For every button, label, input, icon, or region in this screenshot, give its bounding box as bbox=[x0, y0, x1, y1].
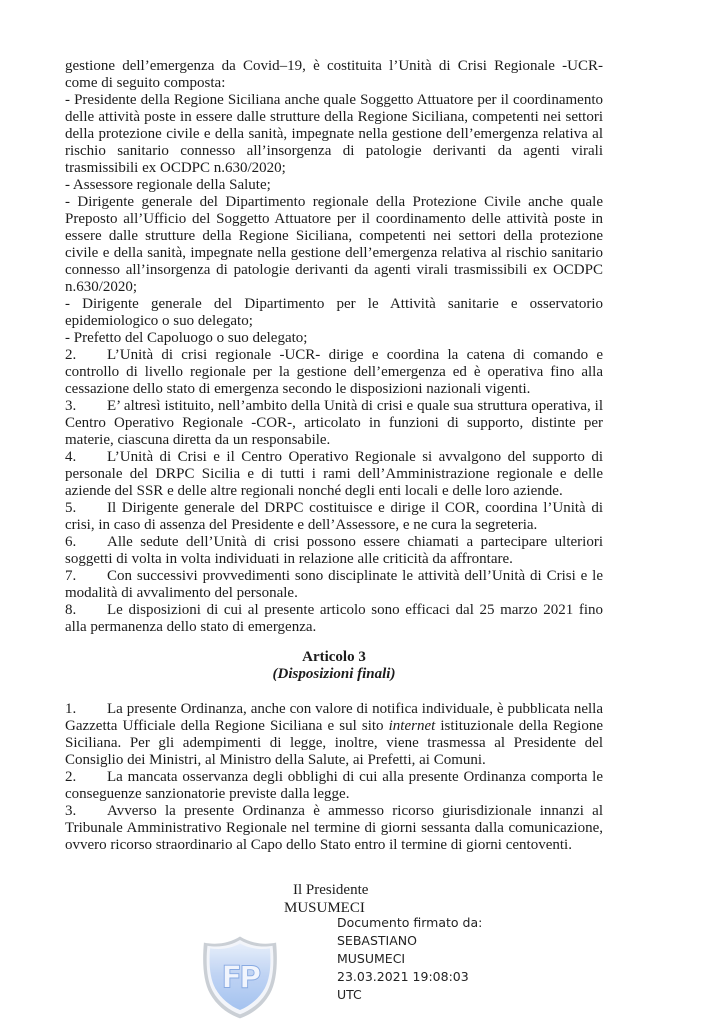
digital-signature-line: Documento firmato da: bbox=[337, 915, 483, 930]
digital-signature-line: SEBASTIANO bbox=[337, 933, 417, 948]
paragraph-text: - Assessore regionale della Salute; bbox=[65, 177, 271, 193]
paragraph-text: Con successivi provvedimenti sono disciplinate le attività dell’Unità di Crisi e le modalità di avvalimento del personale. bbox=[65, 568, 603, 601]
paragraph-number: 3. bbox=[65, 803, 77, 819]
paragraph-text: La presente Ordinanza, anche con valore di notifica individuale, è pubblicata nella Gazzetta Ufficiale della Regione Siciliana e sul sito bbox=[65, 701, 603, 734]
paragraph-text: Avverso la presente Ordinanza è ammesso ricorso giurisdizionale innanzi al Tribunale Amministrativo Regionale nel termine di giorni sessanta dalla comunicazione, ovvero ricorso straordinario al Capo dello Stato entro il termine di giorni centoventi. bbox=[65, 803, 603, 853]
paragraph bbox=[65, 534, 603, 568]
paragraph-number: 1. bbox=[65, 701, 77, 717]
paragraph-number: 4. bbox=[65, 449, 77, 465]
paragraph bbox=[65, 296, 603, 330]
president-signature-block bbox=[284, 881, 368, 917]
paragraph-text: La mancata osservanza degli obblighi di cui alla presente Ordinanza comporta le conseguenze sanzionatorie previste dalla legge. bbox=[65, 769, 603, 802]
paragraph bbox=[65, 803, 603, 854]
paragraph-number: 7. bbox=[65, 568, 77, 584]
paragraph-text: gestione dell’emergenza da Covid–19, è costituita l’Unità di Crisi Regionale -UCR- come di seguito composta: bbox=[65, 58, 603, 91]
paragraph-text: E’ altresì istituito, nell’ambito della Unità di crisi e quale sua struttura operativa, il Centro Operativo Regionale -COR-, articolato in funzioni di supporto, distinte per materie, ciascuna diretta da un responsabile. bbox=[65, 398, 603, 448]
digital-signature-line: UTC bbox=[337, 987, 362, 1002]
president-role: Il Presidente bbox=[293, 882, 369, 898]
paragraph bbox=[65, 177, 603, 194]
digital-signature-line: 23.03.2021 19:08:03 bbox=[337, 969, 469, 984]
paragraph bbox=[65, 398, 603, 449]
paragraph bbox=[65, 347, 603, 398]
paragraph-number: 5. bbox=[65, 500, 77, 516]
paragraph-text: - Dirigente generale del Dipartimento regionale della Protezione Civile anche quale Preposto all’Ufficio del Soggetto Attuatore per il coordinamento delle attività poste in essere dalle strutture della Regione Siciliana, competenti nei settori della protezione civile e della sanità, impegnate nella gestione dell’emergenza relativa al rischio sanitario connesso all’insorgenza di patologie derivanti da agenti virali trasmissibili ex OCDPC n.630/2020; bbox=[65, 194, 603, 295]
paragraph-text: Alle sedute dell’Unità di crisi possono essere chiamati a partecipare ulteriori soggetti di volta in volta individuati in relazione alle criticità da affrontare. bbox=[65, 534, 603, 567]
paragraph bbox=[65, 330, 603, 347]
stamp-initials: FP bbox=[221, 960, 259, 996]
digital-signature-line: MUSUMECI bbox=[337, 951, 406, 966]
article2-paragraphs bbox=[65, 58, 603, 636]
paragraph-number: 6. bbox=[65, 534, 77, 550]
paragraph bbox=[65, 194, 603, 296]
paragraph-text: - Presidente della Regione Siciliana anche quale Soggetto Attuatore per il coordinamento delle attività poste in essere dalle strutture della Regione Siciliana, competenti nei settori della protezione civile e della sanità, impegnate nella gestione dell’emergenza relativa al rischio sanitario connesso all’insorgenza di patologie derivanti da agenti virali trasmissibili ex OCDPC n.630/2020; bbox=[65, 92, 603, 176]
paragraph bbox=[65, 500, 603, 534]
article3-title: Articolo 3 bbox=[302, 649, 366, 665]
paragraph-text: Il Dirigente generale del DRPC costituisce e dirige il COR, coordina l’Unità di crisi, in caso di assenza del Presidente e dell’Assessore, e ne cura la segreteria. bbox=[65, 500, 603, 533]
paragraph bbox=[65, 58, 603, 92]
paragraph-number: 2. bbox=[65, 347, 77, 363]
paragraph-text: L’Unità di crisi regionale -UCR- dirige e coordina la catena di comando e controllo di livello regionale per la gestione dell’emergenza ed è operativa fino alla cessazione dello stato di emergenza secondo le disposizioni nazionali vigenti. bbox=[65, 347, 603, 397]
paragraph-number: 3. bbox=[65, 398, 77, 414]
document-body bbox=[65, 58, 603, 854]
paragraph-number: 2. bbox=[65, 769, 77, 785]
paragraph-number: 8. bbox=[65, 602, 77, 618]
paragraph-text: internet bbox=[388, 718, 436, 734]
president-name: MUSUMECI bbox=[284, 900, 365, 916]
paragraph bbox=[65, 701, 603, 769]
paragraph bbox=[65, 602, 603, 636]
paragraph bbox=[65, 92, 603, 177]
digital-signature-block bbox=[337, 914, 482, 1004]
paragraph-text: L’Unità di Crisi e il Centro Operativo Regionale si avvalgono del supporto di personale del DRPC Sicilia e di tutti i rami dell’Amministrazione regionale e delle aziende del SSR e delle altre regionali nonché degli enti locali e delle loro aziende. bbox=[65, 449, 603, 499]
paragraph bbox=[65, 769, 603, 803]
paragraph-text: istituzionale della Regione Siciliana. Per gli adempimenti di legge, inoltre, viene trasmessa al Presidente del Consiglio dei Ministri, al Ministro della Salute, ai Prefetti, ai Comuni. bbox=[65, 718, 603, 768]
paragraph-text: - Dirigente generale del Dipartimento per le Attività sanitarie e osservatorio epidemiologico o suo delegato; bbox=[65, 296, 603, 329]
paragraph bbox=[65, 449, 603, 500]
article3-paragraphs bbox=[65, 701, 603, 854]
article3-subtitle: (Disposizioni finali) bbox=[272, 666, 396, 682]
fp-shield-stamp-icon bbox=[196, 931, 284, 1023]
paragraph bbox=[65, 568, 603, 602]
paragraph-text: - Prefetto del Capoluogo o suo delegato; bbox=[65, 330, 308, 346]
paragraph-text: Le disposizioni di cui al presente articolo sono efficaci dal 25 marzo 2021 fino alla permanenza dello stato di emergenza. bbox=[65, 602, 603, 635]
article3-heading bbox=[65, 649, 603, 683]
